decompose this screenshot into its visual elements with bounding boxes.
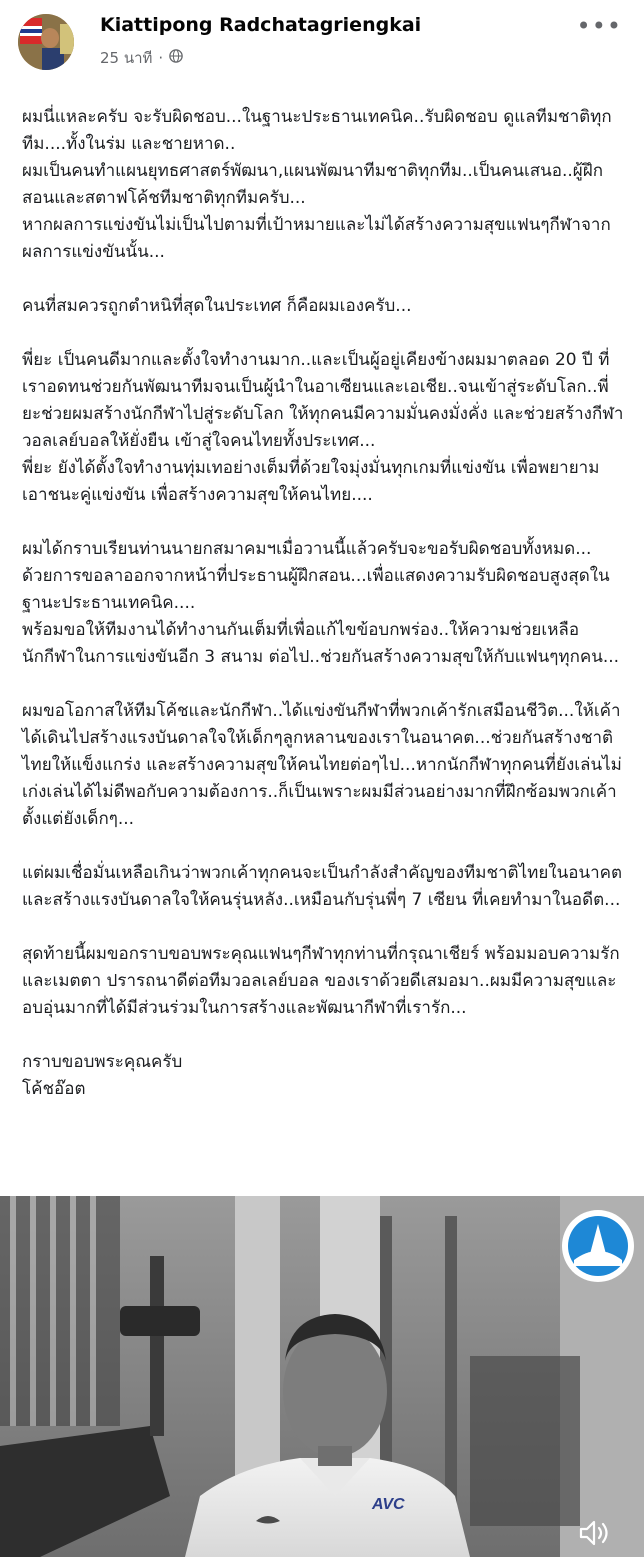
author-name[interactable]: Kiattipong Radchatagriengkai: [100, 14, 422, 36]
more-options-icon[interactable]: •••: [576, 12, 622, 40]
post-paragraph: ผมนี่แหละครับ จะรับผิดชอบ...ในฐานะประธานเทคนิค..รับผิดชอบ ดูแลทีมชาติทุกทีม....ทั้งในร่ม และชายหาด.. ผมเป็นคนทำแผนยุทธศาสตร์พัฒนา,แผนพัฒนาทีมชาติทุกทีม..เป็นคนเสนอ..ผู้ฝึกสอนและสตาฟโค้ชทีมชาติทุกทีมครับ... หากผลการแข่งขันไม่เป็นไปตามที่เป้าหมายและไม่ได้สร้างความสุขแฟนๆกีฬาจากผลการแข่งขันนั้น...: [22, 107, 612, 262]
post-paragraph: ผมขอโอกาสให้ทีมโค้ชและนักกีฬา..ได้แข่งขันกีฬาที่พวกเค้ารักเสมือนชีวิต...ให้เค้าได้เดินไปสร้างแรงบันดาลใจให้เด็กๆลูกหลานของเราในอนาคต...ช่วยกันสร้างชาติไทยให้แข็งแกร่ง และสร้างความสุขให้คนไทยต่อๆไป...หากนักกีฬาทุกคนที่ยังเล่นไม่เก่งเล่นได้ไม่ดีพอกับความต้องการ..ก็เป็นเพราะผมมีส่วนอย่างมากที่ฝึกซ้อมพวกเค้าตั้งแต่ยังเด็กๆ...: [22, 701, 622, 829]
post-header: [0, 0, 644, 80]
post-paragraph: พี่ยะ เป็นคนดีมากและตั้งใจทำงานมาก..และเป็นผู้อยู่เคียงข้างผมมาตลอด 20 ปี ที่เราอดทนช่วยกันพัฒนาทีมจนเป็นผู้นำในอาเซียนและเอเชีย..จนเข้าสู่ระดับโลก..พี่ยะช่วยผมสร้างนักกีฬาไปสู่ระดับโลก ให้ทุกคนมีความมั่นคงมั่งคั่ง และช่วยสร้างกีฬาวอลเลย์บอลให้ยั่งยืน เข้าสู่ใจคนไทยทั้งประเทศ... พี่ยะ ยังได้ตั้งใจทำงานทุ่มเทอย่างเต็มที่ด้วยใจมุ่งมั่นทุกเกมที่แข่งขัน เพื่อพยายามเอาชนะคู่แข่งขัน เพื่อสร้างความสุขให้คนไทย....: [22, 350, 624, 505]
post-paragraph: คนที่สมควรถูกตำหนิที่สุดในประเทศ ก็คือผมเองครับ...: [22, 296, 412, 316]
ministry-logo-icon: [562, 1210, 634, 1282]
author-avatar[interactable]: [18, 14, 74, 70]
speaker-sound-icon[interactable]: [578, 1518, 612, 1548]
shirt-logo-text: AVC: [372, 1496, 405, 1513]
post-paragraph: ผมได้กราบเรียนท่านนายกสมาคมฯเมื่อวานนี้แล้วครับจะขอรับผิดชอบทั้งหมด... ด้วยการขอลาออกจากหน้าที่ประธานผู้ฝึกสอน...เพื่อแสดงความรับผิดชอบสูงสุดในฐานะประธานเทคนิค.... พร้อมขอให้ทีมงานได้ทำงานกันเต็มที่เพื่อแก้ไขข้อบกพร่อง..ให้ความช่วยเหลือนักกีฬาในการแข่งขันอีก 3 สนาม ต่อไป..ช่วยกันสร้างความสุขให้กับแฟนๆทุกคน...: [22, 539, 620, 667]
globe-icon[interactable]: [169, 49, 183, 67]
post-paragraph: แต่ผมเชื่อมั่นเหลือเกินว่าพวกเค้าทุกคนจะเป็นกำลังสำคัญของทีมชาติไทยในอนาคตและสร้างแรงบันดาลใจให้คนรุ่นหลัง..เหมือนกับรุ่นพี่ๆ 7 เซียน ที่เคยทำมาในอดีต...: [22, 863, 623, 910]
post-paragraph: สุดท้ายนี้ผมขอกราบขอบพระคุณแฟนๆกีฬาทุกท่านที่กรุณาเชียร์ พร้อมมอบความรักและเมตตา ปรารถนาดีต่อทีมวอลเลย์บอล ของเราด้วยดีเสมอมา..ผมมีความสุขและอบอุ่นมากที่ได้มีส่วนร่วมในการสร้างและพัฒนากีฬาที่เรารัก...: [22, 944, 620, 1018]
post-signature: กราบขอบพระคุณครับ โค้ชอ๊อต: [22, 1052, 183, 1099]
post-timestamp[interactable]: 25 นาที: [100, 49, 153, 67]
post-text: [22, 104, 626, 1103]
separator-dot: ·: [158, 49, 164, 67]
video-frame: [0, 1196, 644, 1557]
post-meta: [100, 46, 183, 70]
post-video[interactable]: [0, 1196, 644, 1557]
